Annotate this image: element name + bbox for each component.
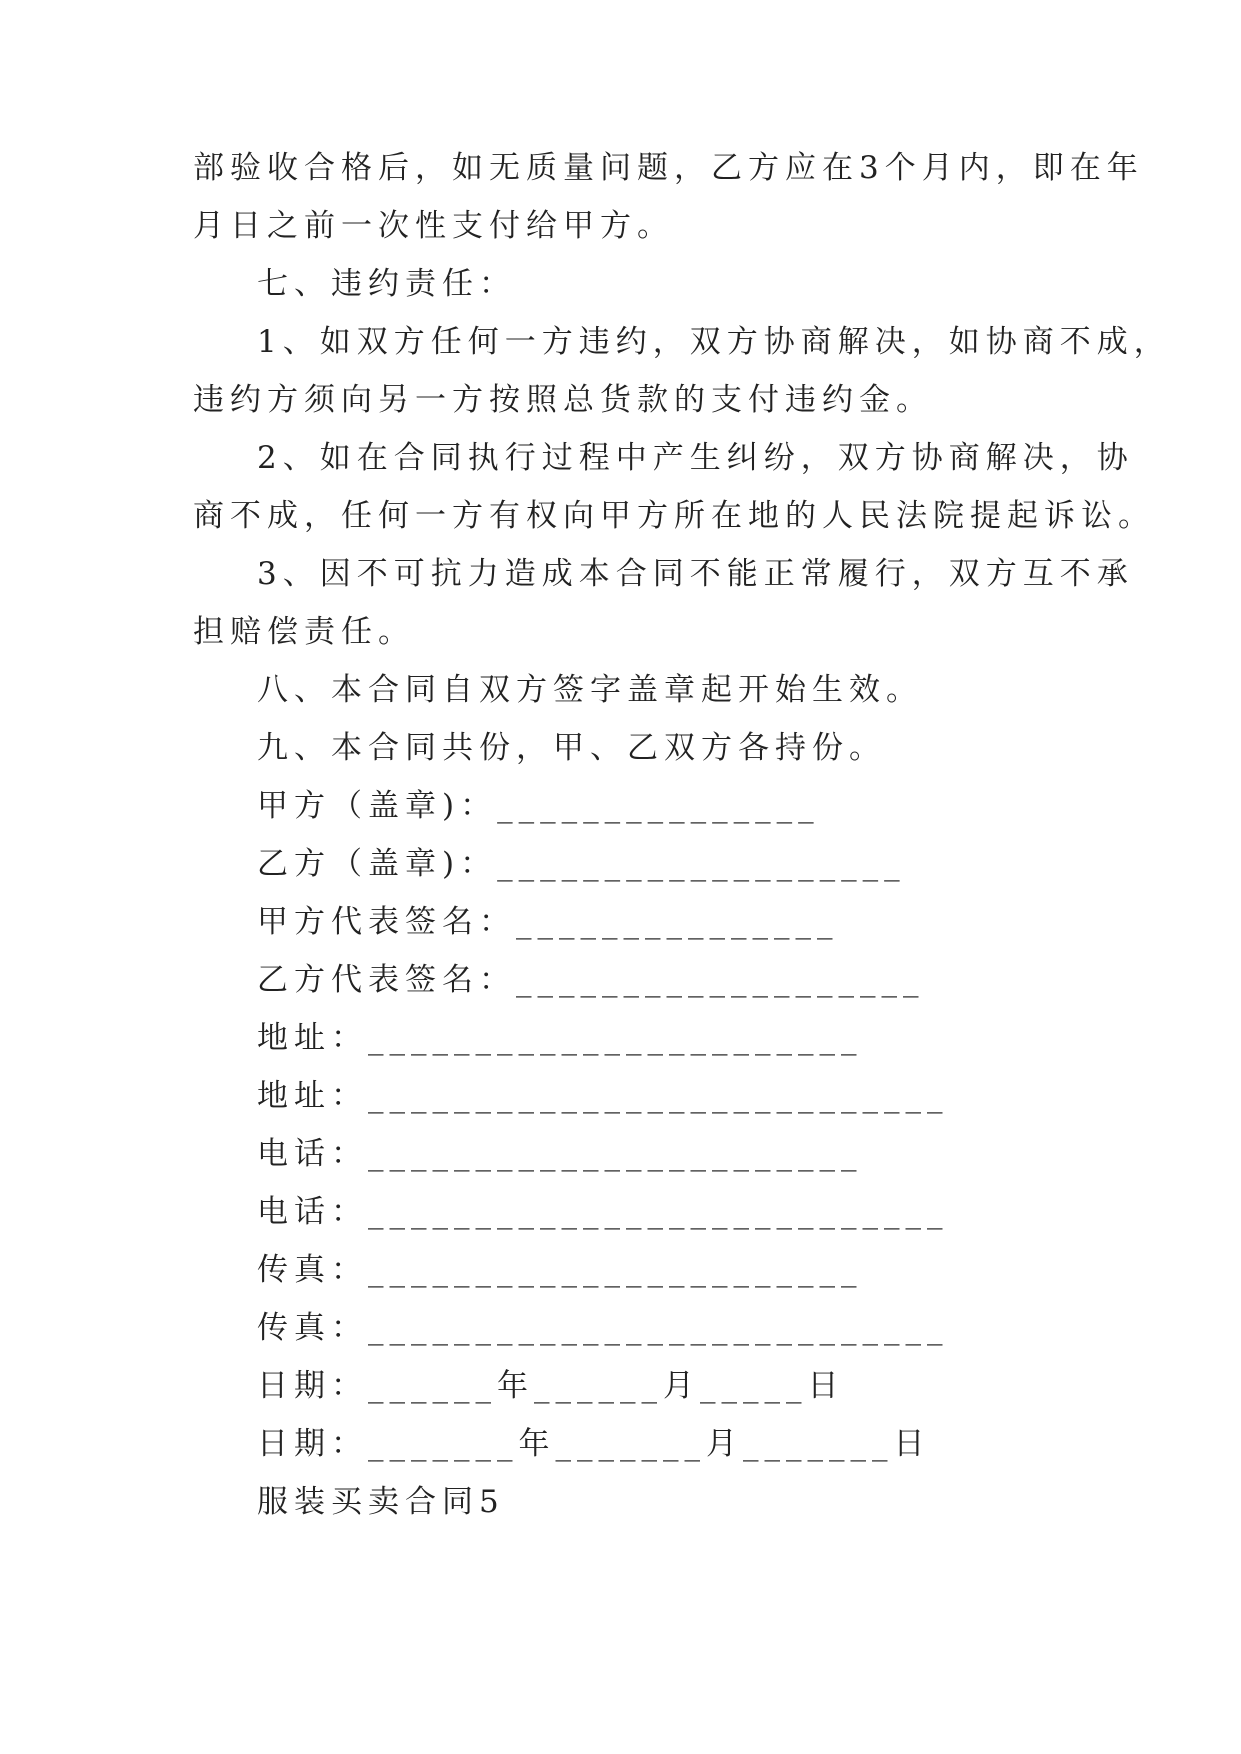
signature-field-date-b: 日期：_______年_______月_______日: [257, 1426, 931, 1462]
signature-field-phone-a: 电话：_______________________: [257, 1136, 863, 1172]
signature-field-party-b-seal: 乙方（盖章)：___________________: [257, 846, 906, 882]
section-heading: 八、本合同自双方签字盖章起开始生效。: [257, 672, 923, 708]
body-text-line: 2、如在合同执行过程中产生纠纷，双方协商解决，协: [257, 440, 1134, 476]
section-heading: 九、本合同共份，甲、乙双方各持份。: [257, 730, 886, 766]
next-contract-heading: 服装买卖合同5: [257, 1484, 505, 1520]
signature-field-party-a-seal: 甲方（盖章)：_______________: [257, 788, 820, 824]
signature-field-date-a: 日期：______年______月_____日: [257, 1368, 845, 1404]
signature-field-party-b-rep: 乙方代表签名：___________________: [257, 962, 925, 998]
body-text-line: 月日之前一次性支付给甲方。: [193, 208, 674, 244]
body-text-line: 商不成，任何一方有权向甲方所在地的人民法院提起诉讼。: [193, 498, 1155, 534]
signature-field-phone-b: 电话：___________________________: [257, 1194, 949, 1230]
signature-field-party-a-rep: 甲方代表签名：_______________: [257, 904, 839, 940]
body-text-line: 3、因不可抗力造成本合同不能正常履行，双方互不承: [257, 556, 1134, 592]
signature-field-address-a: 地址：_______________________: [257, 1020, 863, 1056]
signature-field-fax-a: 传真：_______________________: [257, 1252, 863, 1288]
signature-field-fax-b: 传真：___________________________: [257, 1310, 949, 1346]
body-text-line: 违约方须向另一方按照总货款的支付违约金。: [193, 382, 933, 418]
body-text-line: 担赔偿责任。: [193, 614, 415, 650]
body-text-line: 1、如双方任何一方违约，双方协商解决，如协商不成，: [257, 324, 1171, 360]
section-heading: 七、违约责任：: [257, 266, 516, 302]
signature-field-address-b: 地址：___________________________: [257, 1078, 949, 1114]
body-text-line: 部验收合格后，如无质量问题，乙方应在3个月内，即在年: [193, 150, 1144, 186]
